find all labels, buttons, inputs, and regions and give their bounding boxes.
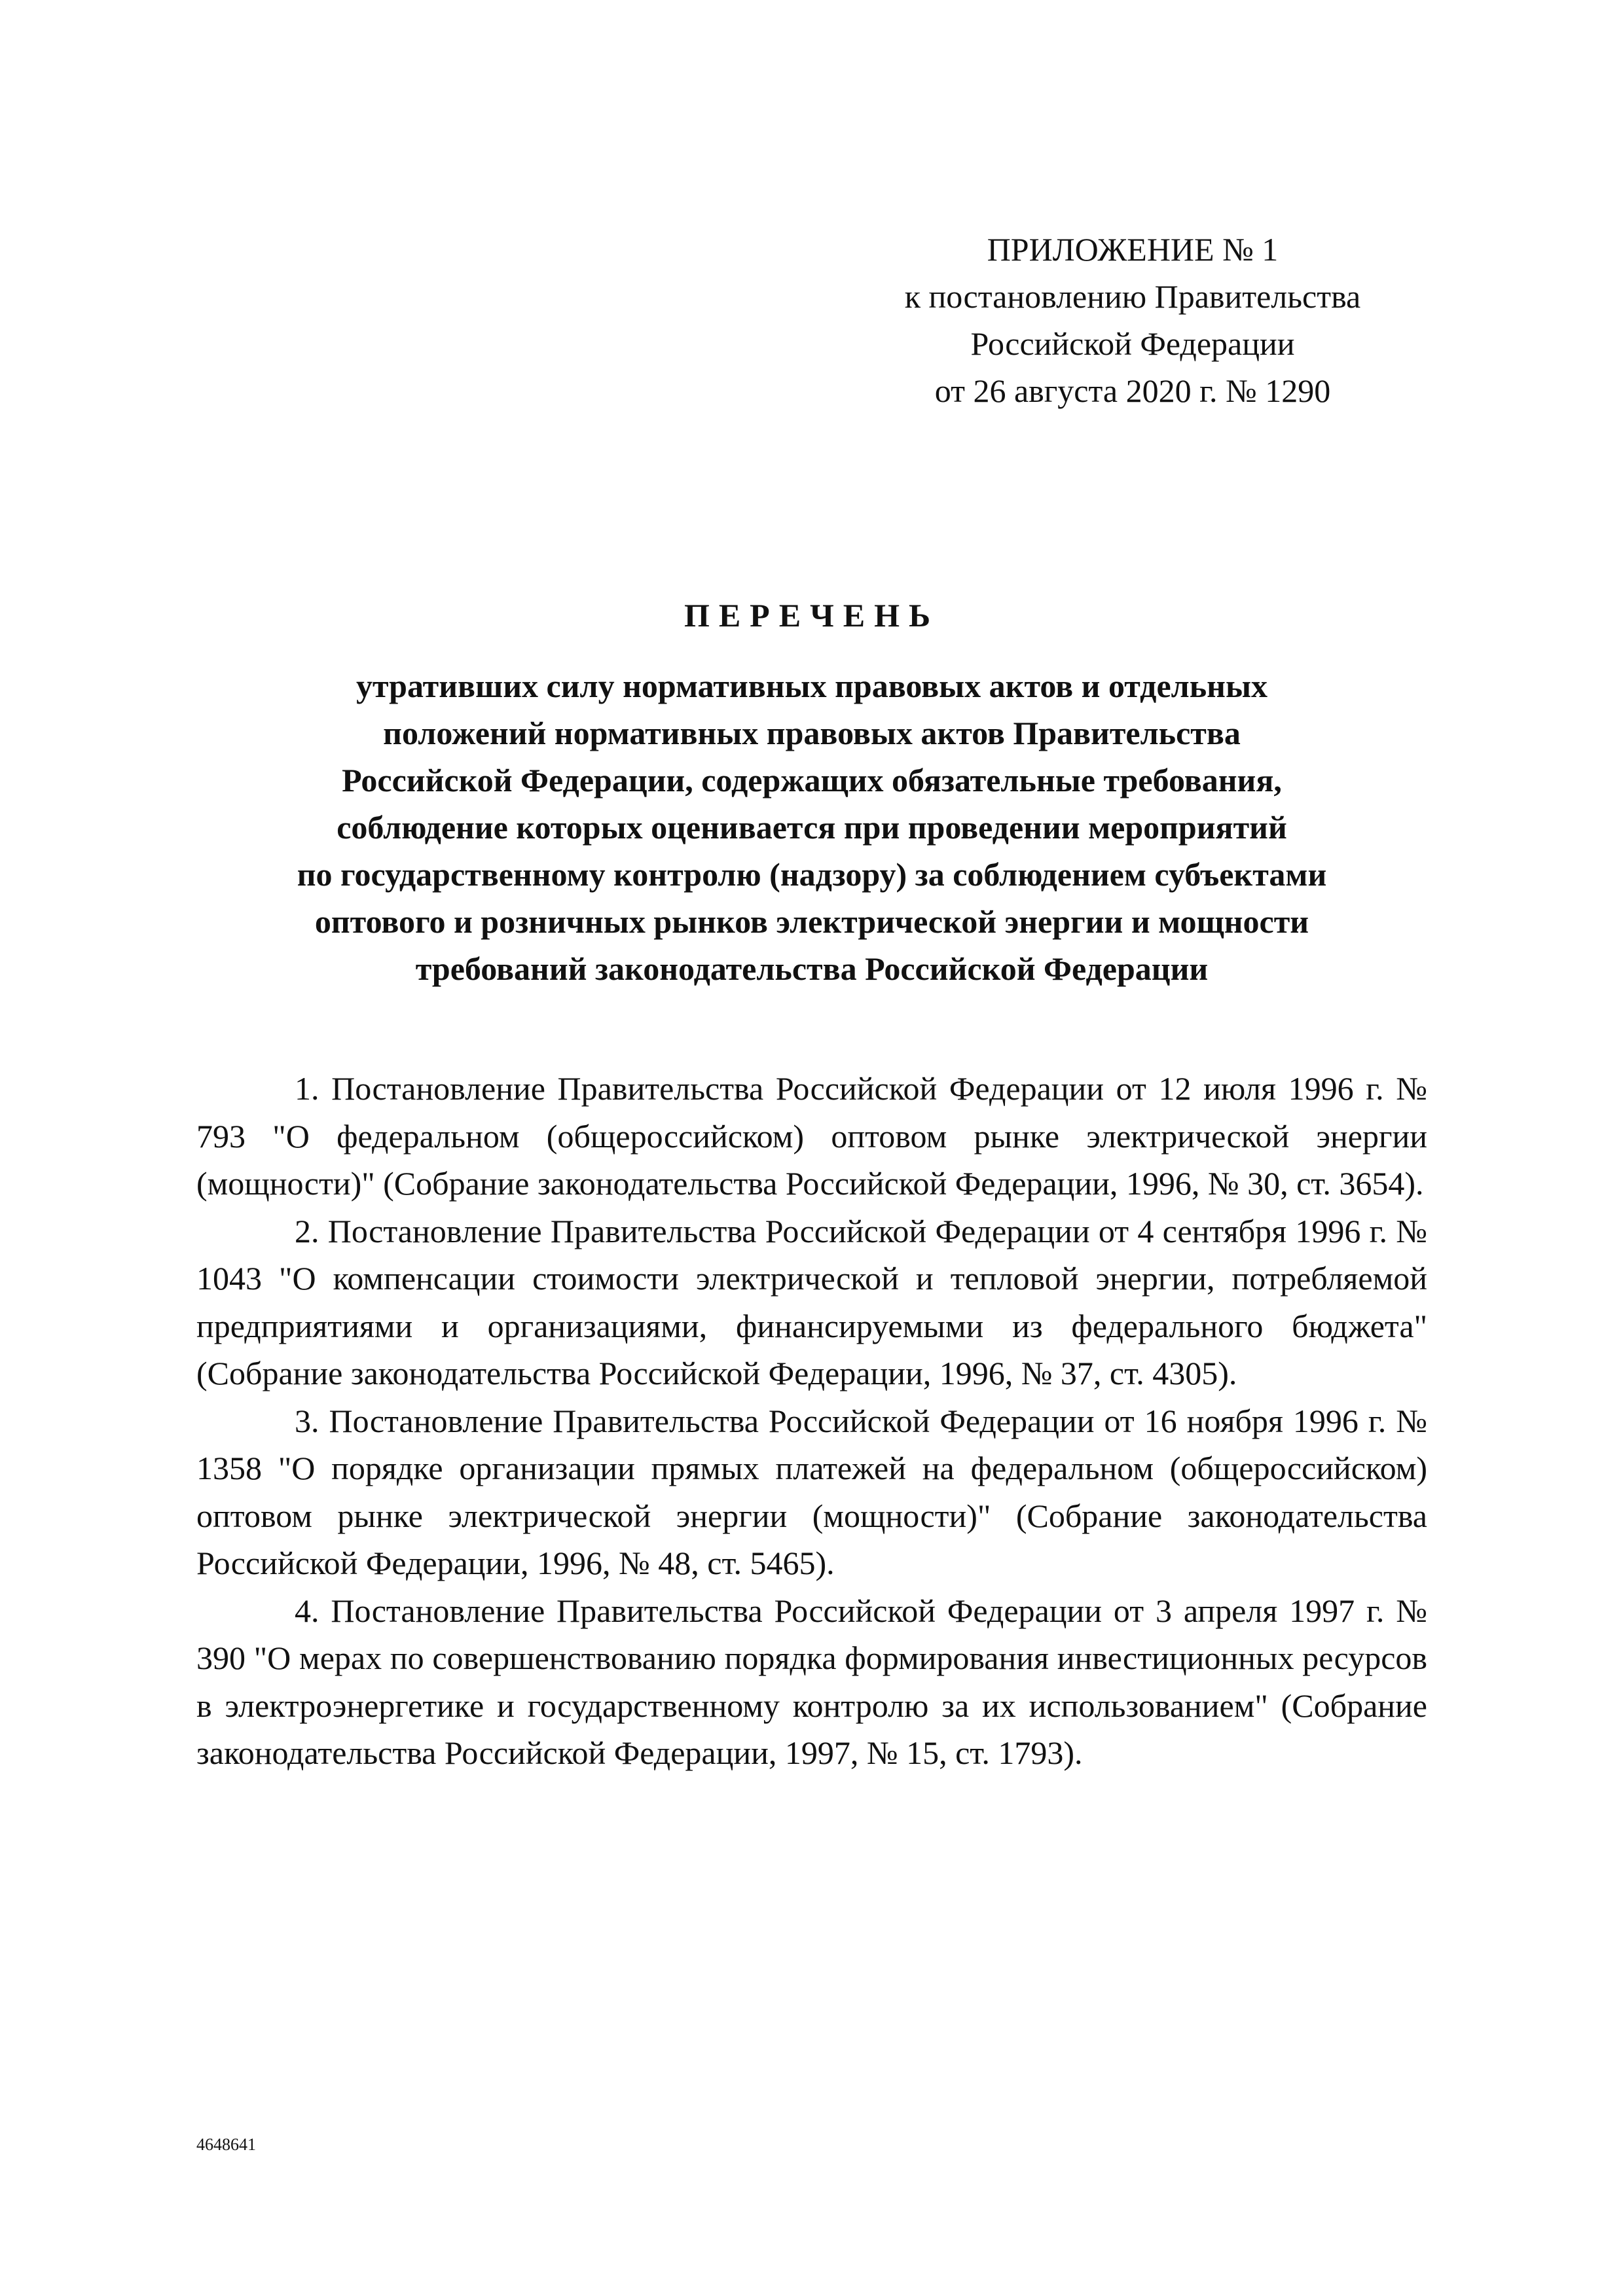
- appendix-government: Российской Федерации: [970, 325, 1295, 362]
- appendix-number: ПРИЛОЖЕНИЕ № 1: [987, 231, 1279, 268]
- subtitle-line: положений нормативных правовых актов Правительства: [383, 715, 1241, 751]
- subtitle-line: требований законодательства Российской Федерации: [415, 950, 1209, 987]
- list-item: 3. Постановление Правительства Российской Федерации от 16 ноября 1996 г. № 1358 "О порядке организации прямых платежей на федеральном (общероссийском) оптовом рынке электрической энергии (мощности)" (Собрание законодательства Российской Федерации, 1996, № 48, ст. 5465).: [196, 1402, 1427, 1581]
- appendix-header: [838, 226, 1427, 414]
- appendix-reference: к постановлению Правительства: [904, 278, 1361, 315]
- item-list: [196, 1065, 1427, 1777]
- subtitle-line: оптового и розничных рынков электрической энергии и мощности: [314, 903, 1309, 940]
- list-item: 4. Постановление Правительства Российской Федерации от 3 апреля 1997 г. № 390 "О мерах по совершенствованию порядка формирования инвестиционных ресурсов в электроэнергетике и государственному контролю за их использованием" (Собрание законодательства Российской Федерации, 1997, № 15, ст. 1793).: [196, 1592, 1427, 1771]
- document-id: 4648641: [196, 2135, 256, 2154]
- subtitle-line: соблюдение которых оценивается при проведении мероприятий: [337, 809, 1287, 846]
- list-item: 1. Постановление Правительства Российской Федерации от 12 июля 1996 г. № 793 "О федеральном (общероссийском) оптовом рынке электрической энергии (мощности)" (Собрание законодательства Российской Федерации, 1996, № 30, ст. 3654).: [196, 1070, 1427, 1202]
- document-subtitle: [196, 662, 1427, 992]
- document-title: ПЕРЕЧЕНЬ: [684, 597, 940, 634]
- appendix-date-number: от 26 августа 2020 г. № 1290: [934, 372, 1331, 409]
- subtitle-line: утративших силу нормативных правовых актов и отдельных: [356, 668, 1268, 704]
- subtitle-line: Российской Федерации, содержащих обязательные требования,: [342, 762, 1282, 798]
- list-item: 2. Постановление Правительства Российской Федерации от 4 сентября 1996 г. № 1043 "О компенсации стоимости электрической и тепловой энергии, потребляемой предприятиями и организациями, финансируемыми из федерального бюджета" (Собрание законодательства Российской Федерации, 1996, № 37, ст. 4305).: [196, 1212, 1427, 1391]
- subtitle-line: по государственному контролю (надзору) за соблюдением субъектами: [297, 856, 1327, 893]
